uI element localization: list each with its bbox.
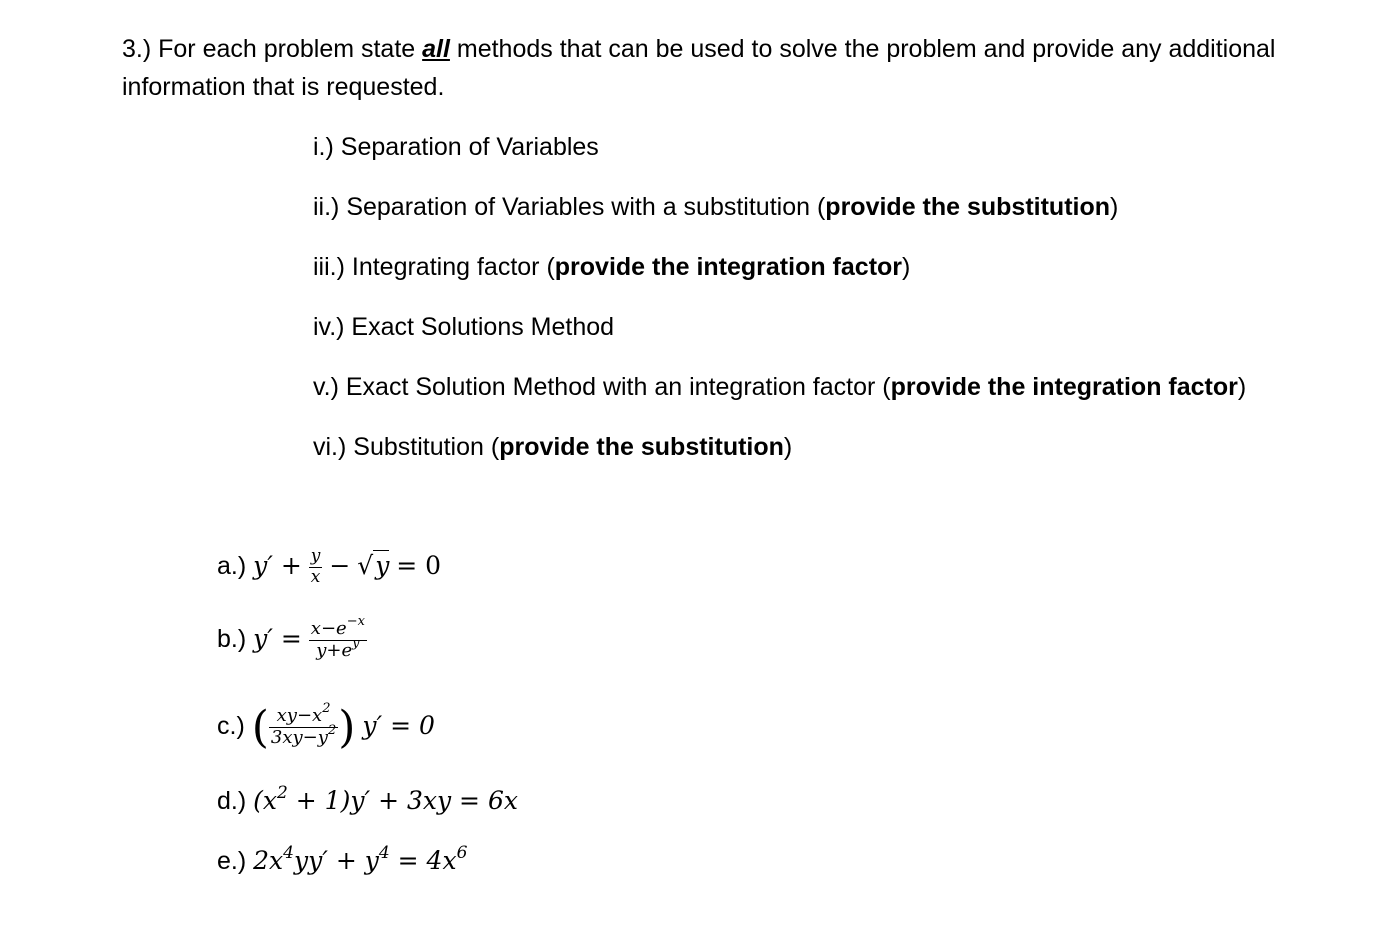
exponent: 4 [378,842,390,863]
method-bold-note: provide the substitution [499,433,784,461]
numerator-base: x−e [310,618,347,639]
equation-part: 2x [253,846,284,875]
equation [253,842,468,875]
method-text: iii.) Integrating factor [313,253,547,281]
method-text: v.) Exact Solution Method with an integration factor [313,373,883,401]
method-bold-note: provide the substitution [825,193,1111,221]
sqrt-argument: y [375,550,390,580]
problem-label: c.) [217,712,245,741]
denominator-exponent: 2 [327,723,337,738]
exponent: 6 [456,842,468,863]
equation-part: = 4x [389,846,457,875]
method-item [313,191,1118,223]
numerator-exponent: 2 [322,701,331,717]
denominator-exponent: y [352,635,360,651]
intro-text-line2: information that is requested. [122,73,445,101]
denominator-base: y+e [316,639,353,661]
equation-rhs: = 0 [396,550,442,580]
method-paren-close: ) [783,433,793,461]
method-paren-open: ( [882,373,891,401]
fraction [309,548,323,587]
problem-intro [122,30,1382,106]
sqrt-sign: √ [357,550,374,580]
method-paren-close: ) [1110,193,1119,221]
method-paren-open: ( [546,253,555,281]
equation-rhs: y′ = 0 [362,711,435,741]
method-bold-note: provide the integration factor [554,253,903,281]
problem-label: e.) [217,847,247,875]
method-text: ii.) Separation of Variables with a substitution [313,193,817,221]
fraction [269,701,338,748]
fraction-denominator [309,635,367,661]
fraction [309,614,367,661]
equation-part: + 1)y′ + 3xy = 6x [287,786,518,815]
problem-b [217,614,367,661]
fraction-denominator: x [310,566,321,587]
method-paren-close: ) [902,253,911,281]
problem-a [217,548,441,587]
intro-text-part2: methods that can be used to solve the problem and provide any additional [449,35,1276,63]
square-root [357,551,389,580]
equation-lhs: y′ + [253,550,302,580]
fraction-denominator [269,723,338,748]
method-text: i.) Separation of Variables [313,133,599,161]
problem-label: b.) [217,625,247,653]
method-item [313,371,1246,403]
method-item [313,431,792,463]
problem-c [217,702,435,753]
exponent: 2 [277,782,288,803]
method-item [313,311,614,343]
exponent: 4 [283,842,294,863]
fraction-numerator: y [310,546,321,566]
equation-part: yy′ + y [293,846,379,875]
problem-label: d.) [217,787,247,815]
paren-open: ( [251,702,269,753]
equation-lhs: y′ = [253,624,302,653]
equation [253,782,518,815]
method-text: iv.) Exact Solutions Method [313,313,615,341]
method-text: vi.) Substitution [313,433,491,461]
method-bold-note: provide the integration factor [890,373,1238,401]
minus-sign: − [329,550,351,580]
paren-close: ) [338,702,356,753]
intro-emphasis: all [422,35,450,63]
numerator-exponent: −x [346,614,365,629]
numerator-base: xy−x [276,705,323,727]
method-paren-open: ( [490,433,500,461]
method-paren-open: ( [816,193,826,221]
problem-d [217,782,518,816]
method-item [313,251,910,283]
method-paren-close: ) [1237,373,1247,401]
method-item [313,131,599,163]
problem-e [217,842,468,876]
denominator-base: 3xy−y [270,727,328,748]
intro-text-part1: 3.) For each problem state [122,35,423,63]
problem-label: a.) [217,551,247,580]
equation-part: (x [253,786,277,815]
